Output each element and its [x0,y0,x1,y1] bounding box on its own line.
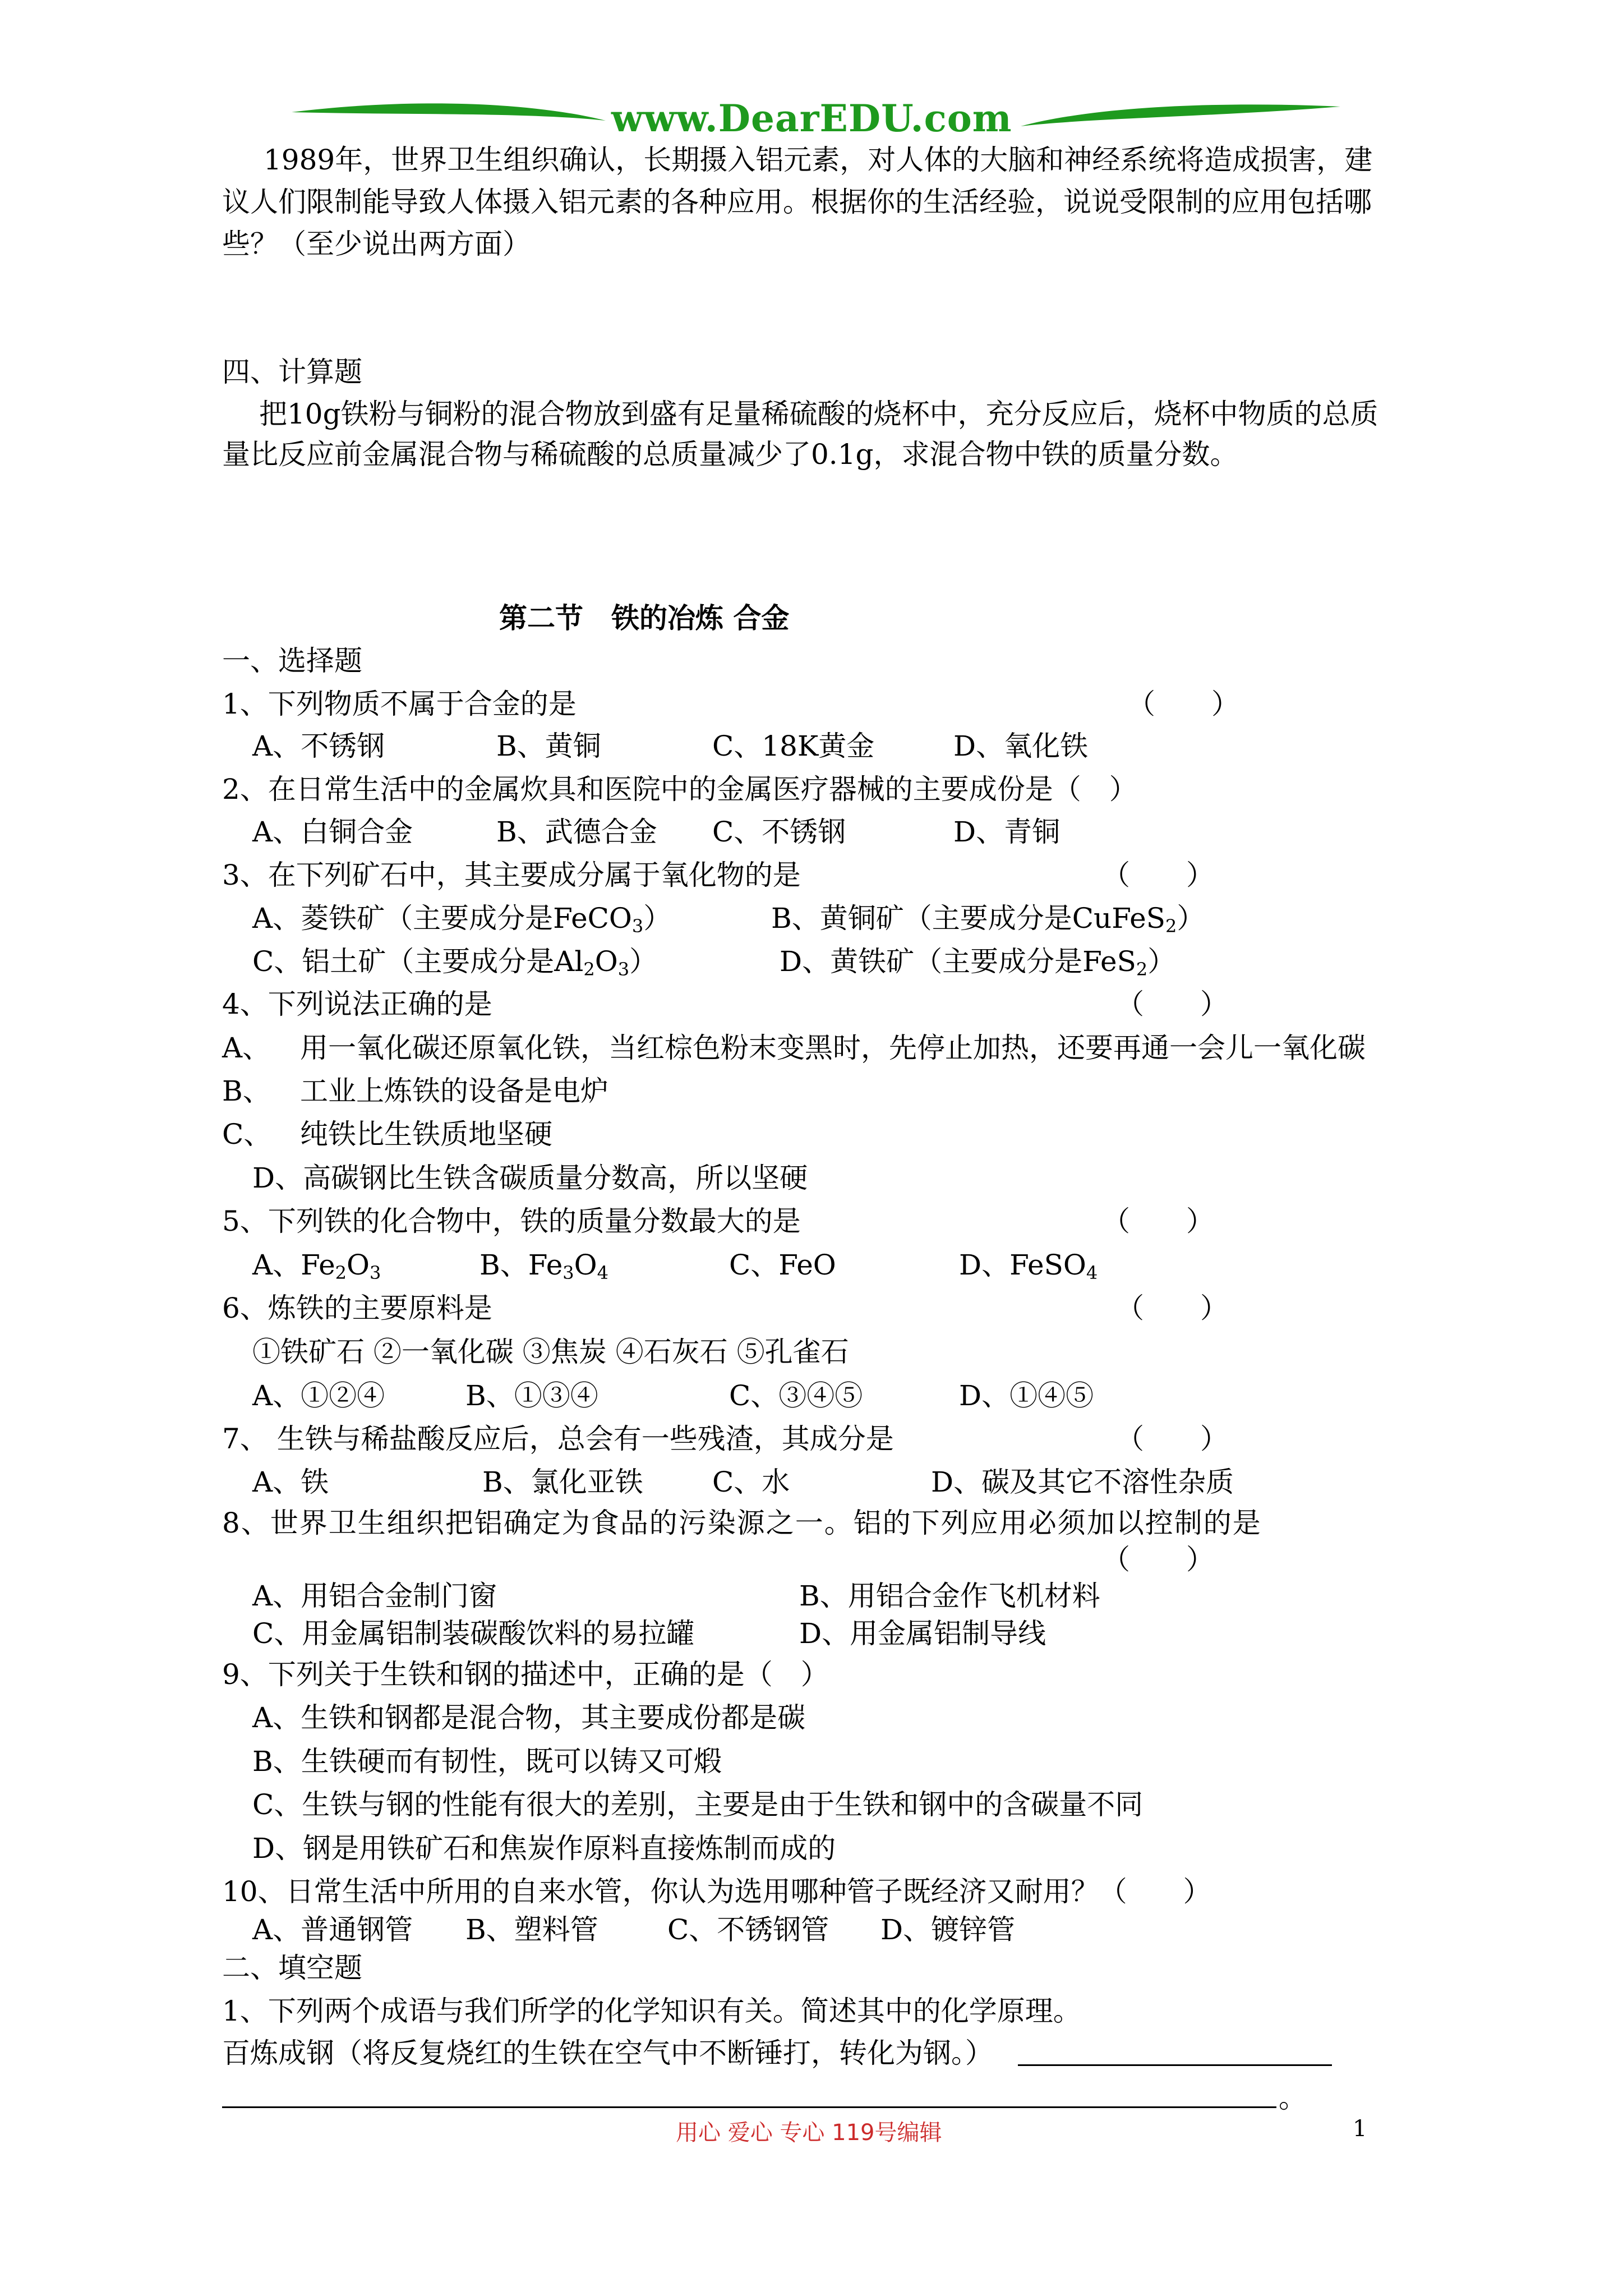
q1-answer-paren: （ ） [1127,688,1239,720]
q4-option-a-label: A、 [222,1032,271,1064]
site-logo-text[interactable]: www.DearEDU.com [611,96,1012,140]
q1-option-a: A、不锈钢 [252,730,385,762]
part1-title: 一、选择题 [222,645,362,677]
q2-option-b: B、武德合金 [496,816,657,848]
q3-option-c: C、铝土矿（主要成分是$Al_2O_3$） [252,945,658,980]
q3-stem: 3、在下列矿石中，其主要成分属于氧化物的是 [222,859,801,891]
q9-option-a: A、生铁和钢都是混合物，其主要成份都是碳 [252,1701,806,1734]
q5-option-a: A、$Fe_2O_3$ [252,1249,381,1283]
q6-items: ①铁矿石 ②一氧化碳 ③焦炭 ④石灰石 ⑤孔雀石 [252,1336,849,1368]
q4-option-c-label: C、 [222,1118,272,1151]
q5-stem: 5、下列铁的化合物中，铁的质量分数最大的是 [222,1205,801,1237]
q7-option-d: D、碳及其它不溶性杂质 [931,1466,1234,1498]
q5-option-b: B、$Fe_3O_4$ [479,1249,609,1283]
q8-answer-paren: （ ） [1102,1543,1214,1576]
q2-option-a: A、白铜合金 [252,816,413,848]
intro-line-1: 1989年，世界卫生组织确认，长期摄入铝元素，对人体的大脑和神经系统将造成损害，建 [264,144,1373,176]
q6-option-d: D、①④⑤ [959,1379,1094,1412]
section4-line-1: 把10g铁粉与铜粉的混合物放到盛有足量稀硫酸的烧杯中，充分反应后，烧杯中物质的总质 [259,398,1378,430]
q1-option-c: C、18K黄金 [712,730,875,762]
footer-note: 用心 爱心 专心 119号编辑 [676,2120,942,2146]
q9-stem: 9、下列关于生铁和钢的描述中，正确的是（ ） [222,1658,829,1691]
q4-option-b-label: B、 [222,1075,271,1107]
answer-blank-1[interactable] [1018,2064,1332,2066]
q4-option-c: 纯铁比生铁质地坚硬 [300,1118,552,1151]
q4-option-a: 用一氧化碳还原氧化铁，当红棕色粉末变黑时，先停止加热，还要再通一会儿一氧化碳 [300,1032,1366,1064]
q3-option-d: D、黄铁矿（主要成分是FeS$_2$） [780,945,1176,980]
section4-line-2: 量比反应前金属混合物与稀硫酸的总质量减少了0.1g，求混合物中铁的质量分数。 [222,438,1238,471]
q10-option-b: B、塑料管 [465,1913,598,1946]
q6-stem: 6、炼铁的主要原料是 [222,1292,492,1324]
q6-option-a: A、①②④ [252,1379,385,1412]
q3-option-a: A、菱铁矿（主要成分是FeCO$_3$） [252,902,672,937]
left-swoosh [292,103,606,121]
q8-option-a: A、用铝合金制门窗 [252,1580,497,1612]
q8-option-d: D、用金属铝制导线 [799,1617,1046,1650]
q1-option-b: B、黄铜 [496,730,601,762]
q4-stem: 4、下列说法正确的是 [222,988,492,1020]
q1-stem: 1、下列物质不属于合金的是 [222,688,577,720]
q1-option-d: D、氧化铁 [953,730,1089,762]
q2-stem: 2、在日常生活中的金属炊具和医院中的金属医疗器械的主要成份是（ ） [222,773,1137,806]
q4-answer-paren: （ ） [1116,988,1228,1020]
q9-option-d: D、钢是用铁矿石和焦炭作原料直接炼制而成的 [252,1832,836,1865]
q8-stem: 8、世界卫生组织把铝确定为食品的污染源之一。铝的下列应用必须加以控制的是 [222,1507,1262,1539]
q9-option-b: B、生铁硬而有韧性，既可以铸又可煅 [252,1745,722,1778]
part2-q1: 1、下列两个成语与我们所学的化学知识有关。简述其中的化学原理。 [222,1995,1081,2027]
q8-option-c: C、用金属铝制装碳酸饮料的易拉罐 [252,1617,695,1650]
q10-option-d: D、镀锌管 [880,1913,1016,1946]
answer-end-mark: 。 [1279,2082,1307,2114]
q7-option-b: B、氯化亚铁 [482,1466,643,1498]
q4-option-d: D、高碳钢比生铁含碳质量分数高，所以坚硬 [252,1162,808,1194]
page-number: 1 [1353,2116,1367,2142]
q10-option-a: A、普通钢管 [252,1913,413,1946]
q8-option-b: B、用铝合金作飞机材料 [799,1580,1100,1612]
q10-stem: 10、日常生活中所用的自来水管，你认为选用哪种管子既经济又耐用？（ ） [222,1875,1211,1908]
q5-option-c: C、FeO [729,1249,836,1281]
q7-stem: 7、 生铁与稀盐酸反应后，总会有一些残渣，其成分是 [222,1423,894,1455]
part2-idiom: 百炼成钢（将反复烧红的生铁在空气中不断锤打，转化为钢。） [222,2037,993,2069]
q10-option-c: C、不锈钢管 [667,1913,829,1946]
q5-option-d: D、FeSO$_4$ [959,1249,1098,1283]
intro-line-2: 议人们限制能导致人体摄入铝元素的各种应用。根据你的生活经验，说说受限制的应用包括哪 [222,186,1372,218]
q4-option-b: 工业上炼铁的设备是电炉 [300,1075,608,1107]
q2-option-d: D、青铜 [953,816,1061,848]
q9-option-c: C、生铁与钢的性能有很大的差别，主要是由于生铁和钢中的含碳量不同 [252,1788,1144,1821]
intro-line-3: 些？（至少说出两方面） [222,228,531,260]
q7-option-a: A、铁 [252,1466,329,1498]
q7-answer-paren: （ ） [1116,1423,1228,1455]
right-swoosh [1021,104,1340,126]
q5-answer-paren: （ ） [1102,1205,1214,1237]
q6-answer-paren: （ ） [1116,1292,1228,1324]
q3-answer-paren: （ ） [1102,859,1214,891]
answer-blank-2[interactable] [222,2106,1276,2108]
section4-title: 四、计算题 [222,356,362,388]
q6-option-c: C、③④⑤ [729,1379,863,1412]
part2-title: 二、填空题 [222,1952,362,1984]
q3-option-b: B、黄铜矿（主要成分是CuFeS$_2$） [771,902,1205,937]
chapter-title: 第二节 铁的冶炼 合金 [499,601,790,634]
q6-option-b: B、①③④ [465,1379,598,1412]
q7-option-c: C、水 [712,1466,790,1498]
q2-option-c: C、不锈钢 [712,816,846,848]
